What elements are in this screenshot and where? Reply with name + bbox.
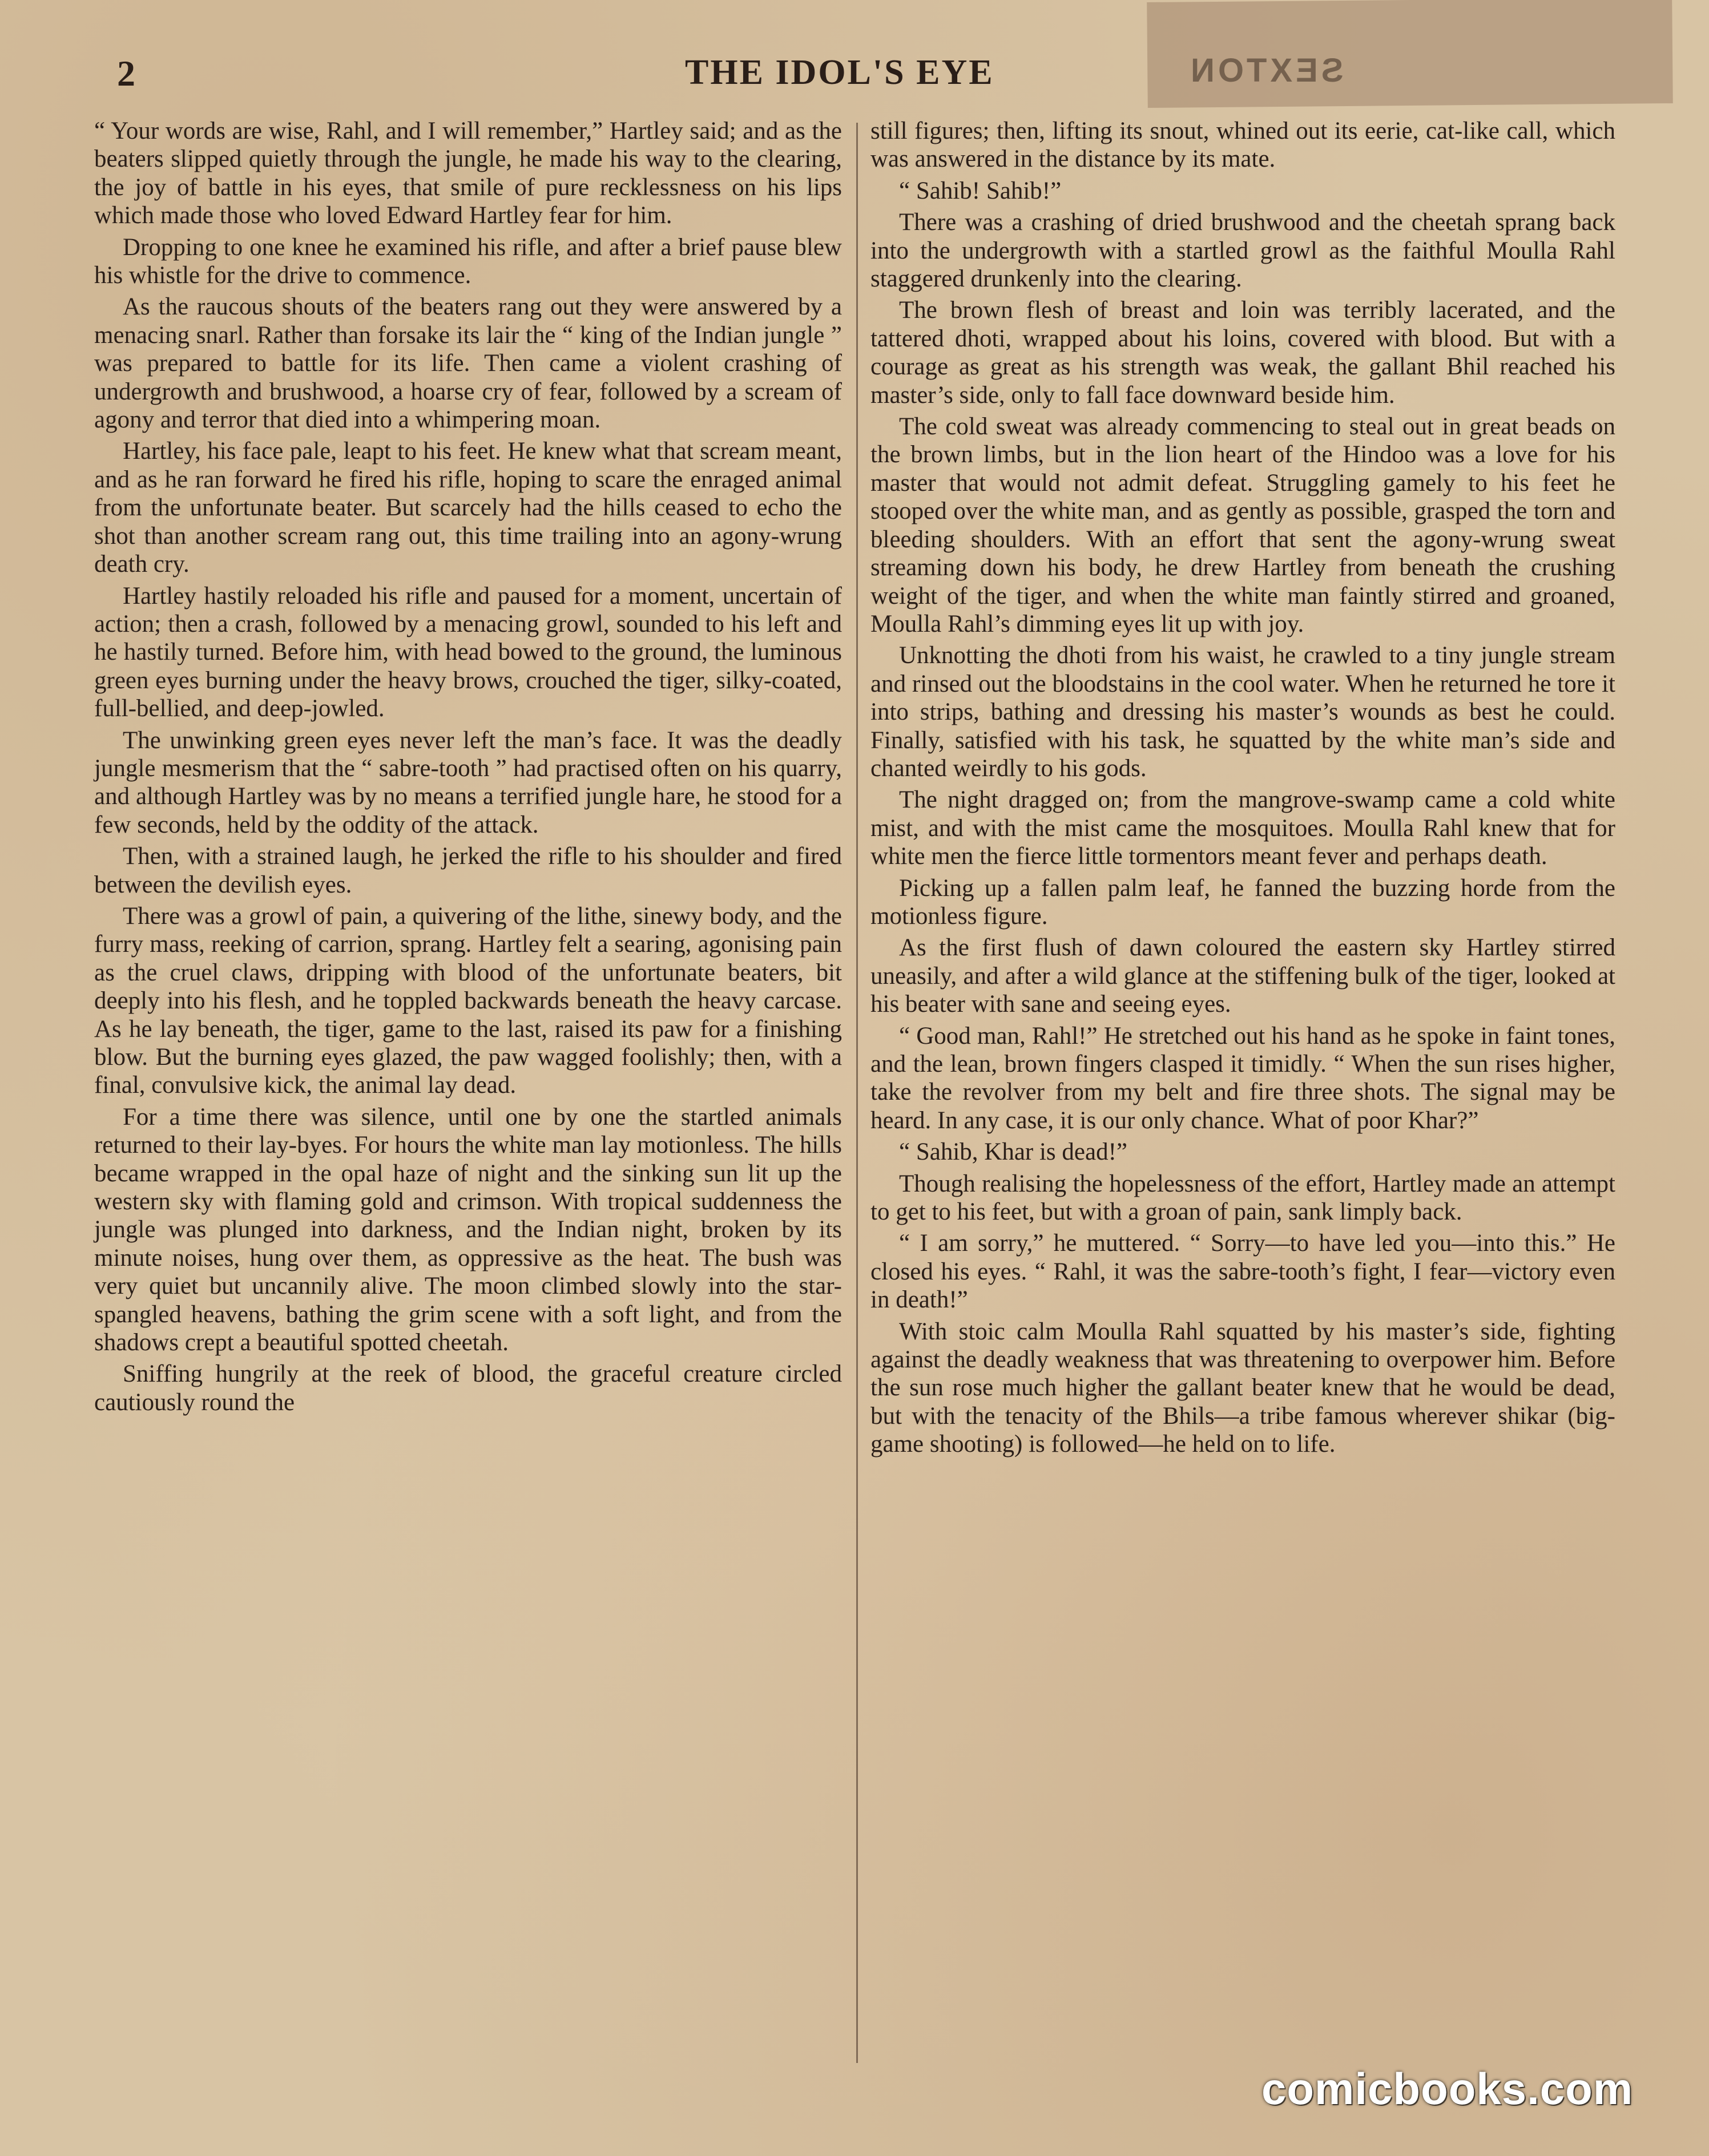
paragraph: “ Good man, Rahl!” He stretched out his hand as he spoke in faint tones, and the lean, brown fingers clasped it timidly. “ When the sun rises higher, take the revolver from my belt and fire three shots. The signal may be heard. In any case, it is our only chance. What of poor Khar?” bbox=[870, 1022, 1615, 1134]
paragraph: As the first flush of dawn coloured the eastern sky Hartley stirred uneasily, and after a wild glance at the stiffening bulk of the tiger, looked at his beater with sane and seeing eyes. bbox=[870, 934, 1615, 1018]
paragraph: Hartley, his face pale, leapt to his feet. He knew what that scream meant, and as he ran forward he fired his rifle, hoping to scare the enraged animal from the unfortunate beater. But scarcely had the hills ceased to echo the shot than another scream rang out, this time trailing into an agony-wrung death cry. bbox=[94, 438, 842, 578]
paragraph: As the raucous shouts of the beaters rang out they were answered by a menacing snarl. Rather than forsake its lair the “ king of the Indian jungle ” was prepared to battle for its life. Then came a violent crashing of undergrowth and brushwood, a hoarse cry of fear, followed by a scream of agony and terror that died into a whimpering moan. bbox=[94, 293, 842, 434]
stamp-text: SEXTON bbox=[1187, 52, 1344, 89]
running-head-title: THE IDOL'S EYE bbox=[685, 53, 994, 92]
paragraph: With stoic calm Moulla Rahl squatted by his master’s side, fighting against the deadly weakness that was threatening to overpower him. Before the sun rose much higher the gallant beater knew that he would be dead, but with the tenacity of the Bhils—a tribe famous wherever shikar (big-game shooting) is followed—he held on to life. bbox=[870, 1318, 1615, 1458]
paragraph: For a time there was silence, until one by one the startled animals returned to their lay-byes. For hours the white man lay motionless. The hills became wrapped in the opal haze of night and the sinking sun lit up the western sky with flaming gold and crimson. With tropical suddenness the jungle was plunged into darkness, and the Indian night, broken by its minute noises, hung over them, as oppressive as the heat. The bush was very quiet but uncannily alive. The moon climbed slowly into the star-spangled heavens, bathing the grim scene with a soft light, and from the shadows crept a beautiful spotted cheetah. bbox=[94, 1103, 842, 1356]
paragraph: Sniffing hungrily at the reek of blood, the graceful creature circled cautiously round the bbox=[94, 1360, 842, 1416]
paragraph: Dropping to one knee he examined his rifle, and after a brief pause blew his whistle for the drive to commence. bbox=[94, 233, 842, 289]
paragraph: There was a crashing of dried brushwood and the cheetah sprang back into the undergrowth with a startled growl as the faithful Moulla Rahl staggered drunkenly into the clearing. bbox=[870, 209, 1615, 293]
paragraph: still figures; then, lifting its snout, whined out its eerie, cat-like call, which was answered in the distance by its mate. bbox=[870, 118, 1615, 173]
site-watermark: comicbooks.com bbox=[1261, 2064, 1634, 2114]
right-column bbox=[870, 117, 1615, 1462]
paragraph: “ I am sorry,” he muttered. “ Sorry—to have led you—into this.” He closed his eyes. “ Rahl, it was the sabre-tooth’s fight, I fear—victory even in death!” bbox=[870, 1230, 1615, 1314]
paragraph: Picking up a fallen palm leaf, he fanned the buzzing horde from the motionless figure. bbox=[870, 874, 1615, 930]
paragraph: The cold sweat was already commencing to steal out in great beads on the brown limbs, but in the lion heart of the Hindoo was a love for his master that would not admit defeat. Struggling gamely to his feet he stooped over the white man, and as gently as possible, grasped the torn and bleeding shoulders. With an effort that sent the agony-wrung sweat streaming down his body, he drew Hartley from beneath the crushing weight of the tiger, and when the white man faintly stirred and groaned, Moulla Rahl’s dimming eyes lit up with joy. bbox=[870, 413, 1615, 637]
paragraph: The night dragged on; from the mangrove-swamp came a cold white mist, and with the mist came the mosquitoes. Moulla Rahl knew that for white men the fierce little tormentors meant fever and perhaps death. bbox=[870, 786, 1615, 870]
paragraph: The unwinking green eyes never left the man’s face. It was the deadly jungle mesmerism that the “ sabre-tooth ” had practised often on his quarry, and although Hartley was by no means a terrified jungle hare, he stood for a few seconds, held by the oddity of the attack. bbox=[94, 726, 842, 838]
paragraph: Unknotting the dhoti from his waist, he crawled to a tiny jungle stream and rinsed out the bloodstains in the cool water. When he returned he tore it into strips, bathing and dressing his master’s wounds as best he could. Finally, satisfied with his task, he squatted by the white man’s side and chanted weirdly to his gods. bbox=[870, 642, 1615, 782]
column-divider bbox=[856, 123, 858, 2063]
paragraph: “ Your words are wise, Rahl, and I will remember,” Hartley said; and as the beaters slipped quietly through the jungle, he made his way to the clearing, the joy of battle in his eyes, that smile of pure recklessness on his lips which made those who loved Edward Hartley fear for him. bbox=[94, 118, 842, 229]
paragraph: The brown flesh of breast and loin was terribly lacerated, and the tattered dhoti, wrapped about his loins, covered with blood. But with a courage as great as his strength was weak, the gallant Bhil reached his master’s side, only to fall face downward beside him. bbox=[870, 297, 1615, 409]
paragraph: Hartley hastily reloaded his rifle and paused for a moment, uncertain of action; then a crash, followed by a menacing growl, sounded to his left and he hastily turned. Before him, with head bowed to the ground, the luminous green eyes burning under the heavy brows, crouched the tiger, silky-coated, full-bellied, and deep-jowled. bbox=[94, 582, 842, 722]
left-column bbox=[94, 117, 842, 1420]
paragraph: “ Sahib, Khar is dead!” bbox=[899, 1138, 1127, 1166]
paragraph: Though realising the hopelessness of the effort, Hartley made an attempt to get to his feet, but with a groan of pain, sank limply back. bbox=[870, 1170, 1615, 1226]
paragraph: “ Sahib! Sahib!” bbox=[899, 177, 1062, 204]
paragraph: Then, with a strained laugh, he jerked the rifle to his shoulder and fired between the devilish eyes. bbox=[94, 843, 842, 898]
page-number: 2 bbox=[117, 53, 135, 94]
paragraph: There was a growl of pain, a quivering of the lithe, sinewy body, and the furry mass, reeking of carrion, sprang. Hartley felt a searing, agonising pain as the cruel claws, dripping with blood of the unfortunate beaters, bit deeply into his flesh, and he toppled backwards beneath the heavy carcase. As he lay beneath, the tiger, game to the last, raised its paw for a finishing blow. But the burning eyes glazed, the paw wagged foolishly; then, with a final, convulsive kick, the animal lay dead. bbox=[94, 902, 842, 1099]
